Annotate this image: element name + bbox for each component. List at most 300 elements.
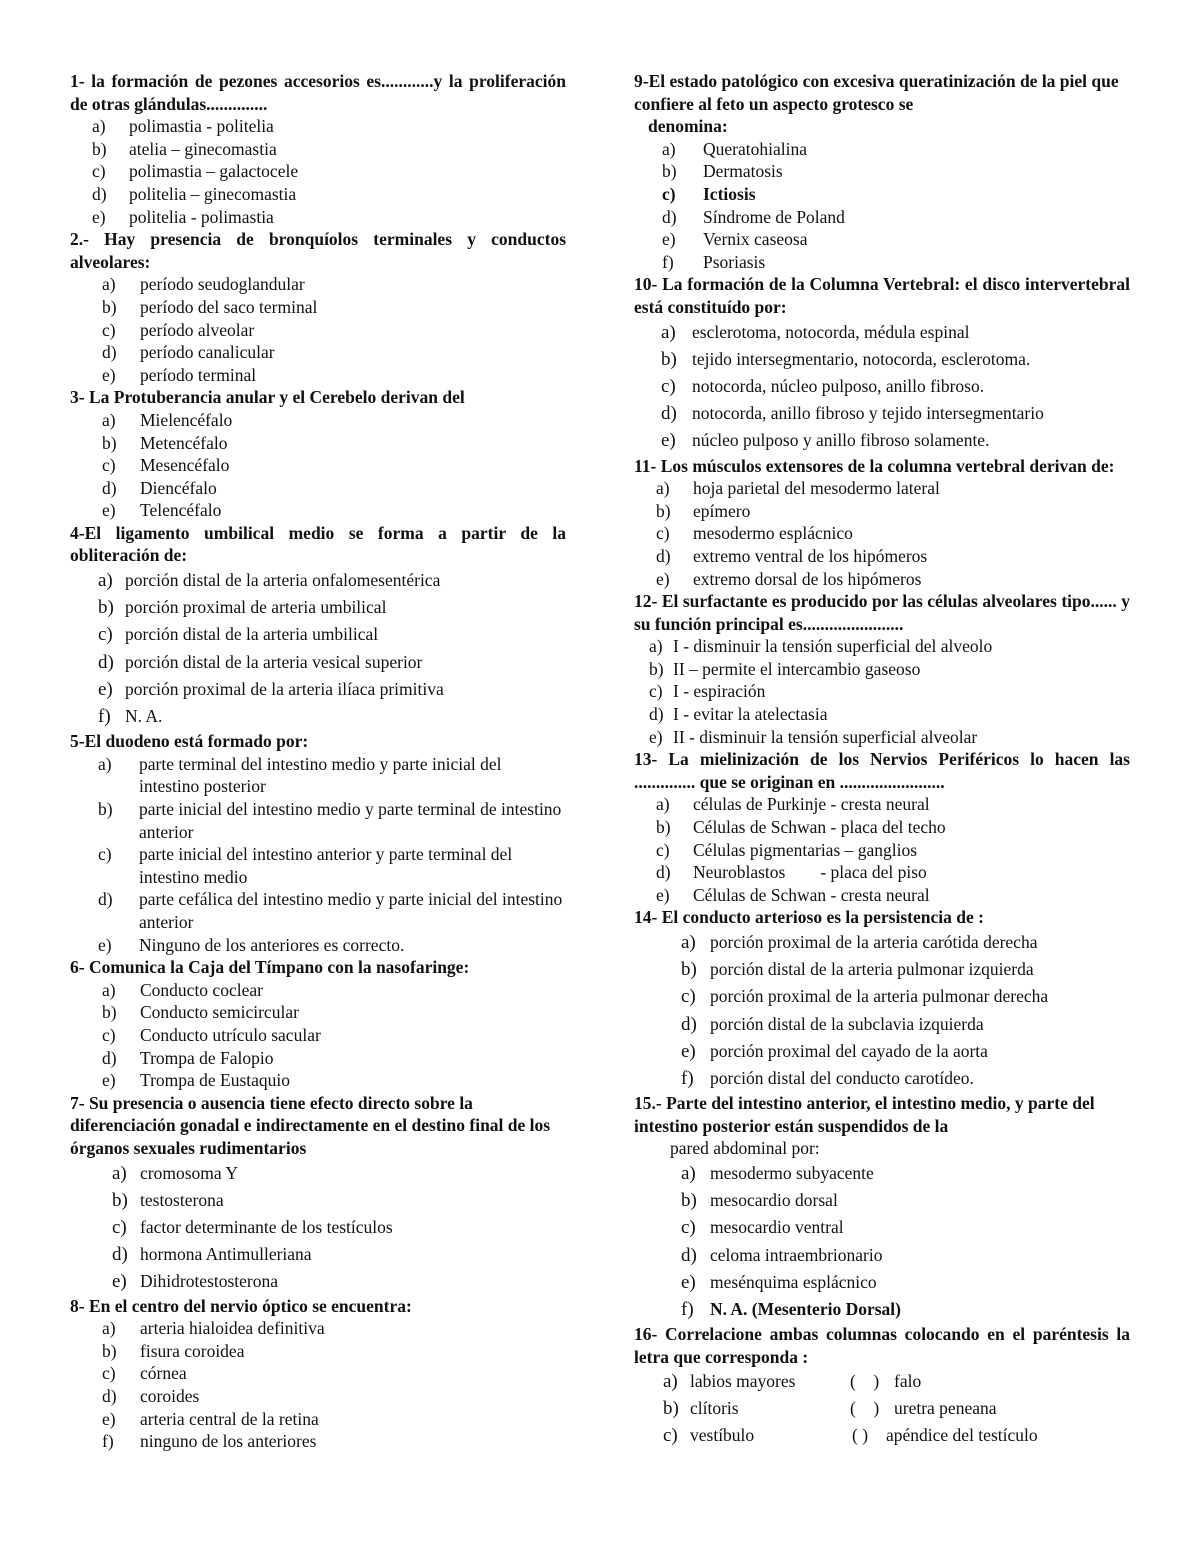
option-label: e) — [102, 1070, 116, 1091]
option-text: atelia – ginecomastia — [129, 138, 277, 159]
option — [634, 568, 1130, 591]
option-label: d) — [681, 1244, 697, 1266]
option-text: polimastia – galactocele — [129, 161, 299, 182]
option-label: b) — [102, 296, 117, 317]
option-text: células de Purkinje - cresta neural — [693, 794, 930, 815]
option-label: f) — [102, 1431, 114, 1452]
option-text: Metencéfalo — [140, 432, 228, 453]
option-text: Conducto utrículo sacular — [140, 1025, 321, 1045]
question-text: 16- Correlacione ambas columnas colocando en el paréntesis la letra que corresponda : — [634, 1324, 1130, 1367]
option-text: Células de Schwan - cresta neural — [693, 884, 930, 905]
option-label: f) — [681, 1068, 694, 1090]
option — [634, 500, 1130, 523]
question-2 — [70, 228, 566, 386]
options-list — [634, 1160, 1130, 1323]
option-text: Ninguno de los anteriores es correcto. — [139, 934, 405, 955]
question-4 — [70, 522, 566, 730]
question-text: 4-El ligamento umbilical medio se forma a partir de la obliteración de: — [70, 522, 566, 566]
option-label: e) — [662, 229, 676, 250]
option-label: e) — [661, 430, 676, 452]
option-label: c) — [98, 624, 113, 646]
option-text: córnea — [140, 1363, 187, 1384]
option — [634, 884, 1130, 907]
option-text: Neuroblastos - placa del piso — [693, 862, 927, 883]
question-text: 5-El duodeno está formado por: — [70, 731, 309, 752]
option — [70, 364, 566, 387]
option — [70, 183, 566, 206]
question-5 — [70, 730, 566, 956]
option-text: porción distal de la arteria vesical superior — [125, 651, 423, 672]
option-text: Trompa de Falopio — [140, 1047, 274, 1068]
option-label: a) — [681, 1163, 696, 1185]
question-text-continuation: denomina: — [648, 116, 728, 137]
option-label: c) — [661, 375, 676, 397]
option-text: fisura coroidea — [140, 1340, 245, 1361]
option — [634, 1011, 1130, 1038]
option — [634, 206, 1130, 229]
option — [634, 1269, 1130, 1296]
option-label: e) — [102, 364, 116, 385]
option-label: c) — [92, 161, 106, 182]
option — [634, 1187, 1130, 1214]
option — [70, 1268, 566, 1295]
option — [634, 726, 1130, 749]
option — [634, 427, 1130, 454]
option-label: b) — [661, 348, 677, 370]
option-text: Mesencéfalo — [140, 455, 230, 476]
option-label: a) — [102, 1318, 116, 1339]
question-6 — [70, 956, 566, 1092]
option — [634, 1038, 1130, 1065]
option-label: a) — [681, 932, 696, 954]
option — [70, 341, 566, 364]
question-10 — [634, 273, 1130, 454]
option — [634, 1065, 1130, 1092]
options-list — [70, 115, 566, 228]
option-text: tejido intersegmentario, notocorda, esclerotoma. — [692, 348, 1031, 369]
question-9 — [634, 70, 1130, 273]
option-text: mesocardio ventral — [710, 1217, 844, 1238]
option-text: notocorda, núcleo pulposo, anillo fibroso. — [692, 375, 985, 396]
option-label: b) — [98, 597, 114, 619]
option — [70, 1047, 566, 1070]
option — [70, 621, 566, 648]
question-3 — [70, 386, 566, 522]
option — [70, 138, 566, 161]
option-text: Ictiosis — [703, 183, 756, 204]
option — [70, 206, 566, 229]
option — [634, 956, 1130, 983]
option-label: e) — [102, 500, 116, 521]
option-text: cromosoma Y — [140, 1162, 239, 1183]
question-1 — [70, 70, 566, 228]
option-label: b) — [649, 658, 664, 679]
option-text: arteria hialoidea definitiva — [140, 1318, 325, 1339]
option-label: d) — [656, 545, 671, 566]
option — [634, 373, 1130, 400]
question-text: 13- La mielinización de los Nervios Periféricos lo hacen las .............. que se originan en ........................ — [634, 749, 1130, 792]
option — [634, 983, 1130, 1010]
option-label: b) — [102, 1002, 117, 1023]
option — [70, 1001, 566, 1024]
option-label: e) — [681, 1271, 696, 1293]
options-list — [70, 1317, 566, 1453]
option — [70, 1430, 566, 1453]
option — [70, 273, 566, 296]
options-list — [634, 319, 1130, 455]
option — [70, 1160, 566, 1187]
option-text: arteria central de la retina — [140, 1408, 319, 1429]
option — [634, 680, 1130, 703]
right-item: falo — [894, 1371, 922, 1392]
option-label: b) — [112, 1189, 128, 1211]
option — [70, 753, 566, 798]
question-text: 10- La formación de la Columna Vertebral: el disco intervertebral está constituído por: — [634, 274, 1130, 317]
option-label: d) — [102, 342, 117, 363]
option-text: mesodermo esplácnico — [693, 523, 853, 544]
left-item: vestíbulo — [690, 1425, 755, 1446]
options-list — [634, 793, 1130, 906]
option-text: porción proximal de la arteria pulmonar derecha — [710, 986, 1049, 1007]
option — [634, 793, 1130, 816]
option-label: c) — [663, 1425, 678, 1447]
option — [70, 1069, 566, 1092]
option-label: c) — [102, 319, 116, 340]
option-label: a) — [662, 138, 676, 159]
options-list — [634, 635, 1130, 748]
option-text: porción proximal del cayado de la aorta — [710, 1040, 988, 1061]
left-item: labios mayores — [690, 1371, 796, 1392]
option-text: Síndrome de Poland — [703, 206, 845, 227]
option-text: porción distal de la arteria onfalomesentérica — [125, 570, 441, 591]
option-text: porción distal de la arteria pulmonar izquierda — [710, 959, 1034, 980]
option-text: mesocardio dorsal — [710, 1190, 838, 1211]
option-label: a) — [102, 979, 116, 1000]
option-label: c) — [102, 1025, 116, 1045]
option — [70, 594, 566, 621]
option-label: c) — [112, 1216, 127, 1238]
correlation-row — [634, 1395, 1130, 1422]
option — [634, 251, 1130, 274]
option — [70, 477, 566, 500]
option-text: Diencéfalo — [140, 477, 217, 498]
option — [634, 1160, 1130, 1187]
option-text: II - disminuir la tensión superficial alveolar — [673, 726, 978, 747]
option-text: mesodermo subyacente — [710, 1163, 874, 1184]
option-text: Mielencéfalo — [140, 409, 233, 430]
options-list — [70, 979, 566, 1092]
option — [634, 160, 1130, 183]
option-label: a) — [92, 116, 106, 137]
question-7 — [70, 1092, 566, 1295]
option-text: celoma intraembrionario — [710, 1244, 883, 1265]
option — [70, 1214, 566, 1241]
option-label: e) — [102, 1408, 116, 1429]
option — [70, 1362, 566, 1385]
option-label: b) — [663, 1398, 679, 1420]
option-text: porción distal de la arteria umbilical — [125, 624, 379, 645]
option — [634, 138, 1130, 161]
option — [70, 567, 566, 594]
question-text-continuation: pared abdominal por: — [670, 1138, 820, 1159]
option — [70, 296, 566, 319]
option-label: e) — [92, 206, 106, 227]
option — [634, 1214, 1130, 1241]
option-text: N. A. — [125, 706, 163, 727]
option-label: e) — [112, 1270, 127, 1292]
option — [70, 888, 566, 933]
option-text: parte terminal del intestino medio y parte inicial del intestino posterior — [139, 753, 502, 797]
option-text: extremo ventral de los hipómeros — [693, 545, 928, 566]
option-label: c) — [662, 183, 676, 204]
left-item: clítoris — [690, 1398, 739, 1419]
option — [70, 1024, 566, 1047]
option-text: porción distal de la subclavia izquierda — [710, 1013, 984, 1034]
option-label: e) — [98, 934, 112, 955]
option — [70, 934, 566, 957]
option — [634, 228, 1130, 251]
option-text: Células de Schwan - placa del techo — [693, 817, 946, 838]
option — [70, 979, 566, 1002]
option — [634, 658, 1130, 681]
option-text: porción proximal de la arteria ilíaca primitiva — [125, 678, 444, 699]
options-list — [70, 753, 566, 956]
option-label: d) — [112, 1243, 128, 1265]
option-label: a) — [661, 321, 676, 343]
option-label: a) — [656, 478, 670, 499]
question-text: 3- La Protuberancia anular y el Cerebelo derivan del — [70, 387, 465, 408]
option — [70, 798, 566, 843]
option-text: período terminal — [140, 364, 257, 385]
question-text: 6- Comunica la Caja del Tímpano con la nasofaringe: — [70, 957, 470, 978]
option-text: extremo dorsal de los hipómeros — [693, 568, 922, 589]
option — [70, 454, 566, 477]
question-text: 1- la formación de pezones accesorios es............y la proliferación de otras glándulas.............. — [70, 71, 566, 114]
option-label: c) — [656, 839, 670, 860]
option-label: b) — [681, 959, 697, 981]
option — [70, 1385, 566, 1408]
option-label: c) — [681, 1217, 696, 1239]
option-text: porción distal del conducto carotídeo. — [710, 1068, 974, 1089]
option-label: a) — [98, 570, 113, 592]
question-16 — [634, 1323, 1130, 1449]
option-text: período del saco terminal — [140, 296, 318, 317]
option-label: d) — [102, 1385, 117, 1406]
option-label: c) — [102, 1363, 116, 1384]
option — [70, 160, 566, 183]
option-text: I - disminuir la tensión superficial del alveolo — [673, 636, 993, 657]
option — [70, 1187, 566, 1214]
option — [634, 703, 1130, 726]
option-text: porción proximal de arteria umbilical — [125, 597, 387, 618]
option-label: e) — [656, 568, 670, 589]
option — [70, 649, 566, 676]
right-item: apéndice del testículo — [886, 1425, 1038, 1446]
option — [634, 816, 1130, 839]
option-label: d) — [649, 704, 664, 725]
option-label: e) — [656, 884, 670, 905]
option-text: Dihidrotestosterona — [140, 1270, 279, 1291]
option-text: hoja parietal del mesodermo lateral — [693, 478, 940, 499]
option-label: e) — [681, 1040, 696, 1062]
option-label: b) — [681, 1190, 697, 1212]
option-label: b) — [102, 1340, 117, 1361]
option-label: f) — [662, 251, 674, 272]
option-text: Queratohialina — [703, 138, 807, 159]
option-text: porción proximal de la arteria carótida derecha — [710, 932, 1038, 953]
option-text: Telencéfalo — [140, 500, 222, 521]
option-text: Dermatosis — [703, 161, 783, 182]
option-text: factor determinante de los testículos — [140, 1216, 393, 1237]
option-text: N. A. (Mesenterio Dorsal) — [710, 1299, 901, 1320]
option-text: II – permite el intercambio gaseoso — [673, 658, 921, 679]
option-text: epímero — [693, 500, 751, 521]
option-text: notocorda, anillo fibroso y tejido intersegmentario — [692, 403, 1044, 424]
options-list — [70, 409, 566, 522]
option-label: d) — [662, 206, 677, 227]
option-label: c) — [656, 523, 670, 544]
option-label: b) — [102, 432, 117, 453]
option — [634, 929, 1130, 956]
options-list — [70, 1160, 566, 1295]
option-text: esclerotoma, notocorda, médula espinal — [692, 321, 970, 342]
option-label: f) — [681, 1299, 694, 1321]
question-15 — [634, 1092, 1130, 1323]
answer-blank[interactable]: ( ) — [852, 1425, 869, 1446]
option-text: Conducto semicircular — [140, 1002, 299, 1023]
option-label: a) — [112, 1162, 127, 1184]
option-label: a) — [663, 1371, 678, 1393]
option-text: parte cefálica del intestino medio y parte inicial del intestino anterior — [139, 889, 563, 933]
option — [634, 522, 1130, 545]
option-label: d) — [656, 862, 671, 883]
option — [70, 1241, 566, 1268]
option — [70, 499, 566, 522]
option — [70, 409, 566, 432]
option-label: d) — [98, 889, 113, 910]
option-text: período alveolar — [140, 319, 255, 340]
question-text: 15.- Parte del intestino anterior, el intestino medio, y parte del intestino posterior están suspendidos de la — [634, 1093, 1095, 1136]
option-label: d) — [661, 403, 677, 425]
option-text: Vernix caseosa — [703, 229, 808, 250]
option-text: Células pigmentarias – ganglios — [693, 839, 918, 860]
option-label: c) — [681, 986, 696, 1008]
question-text: 11- Los músculos extensores de la columna vertebral derivan de: — [634, 455, 1115, 476]
option-highlighted — [634, 1296, 1130, 1323]
option-text: Trompa de Eustaquio — [140, 1070, 291, 1091]
option-label: a) — [98, 753, 112, 774]
option-label: b) — [656, 817, 671, 838]
options-list — [634, 138, 1130, 274]
option-text: hormona Antimulleriana — [140, 1243, 312, 1264]
option-label: e) — [98, 678, 113, 700]
option — [70, 1408, 566, 1431]
answer-blank[interactable]: ( ) — [850, 1398, 880, 1419]
option — [634, 1242, 1130, 1269]
option-text: parte inicial del intestino anterior y parte terminal del intestino medio — [139, 844, 513, 887]
option — [634, 861, 1130, 884]
option — [634, 545, 1130, 568]
question-text: 9-El estado patológico con excesiva queratinización de la piel que confiere al feto un aspecto grotesco se — [634, 71, 1119, 114]
right-item: uretra peneana — [894, 1398, 997, 1419]
option-text: I - evitar la atelectasia — [673, 704, 828, 725]
option-label: b) — [98, 799, 113, 820]
option-label: b) — [656, 500, 671, 521]
left-column — [70, 70, 566, 1453]
option-highlighted — [634, 183, 1130, 206]
option-label: a) — [102, 409, 116, 430]
option-label: c) — [98, 844, 112, 865]
question-13 — [634, 748, 1130, 906]
option-text: politelia – ginecomastia — [129, 183, 297, 204]
option-text: Psoriasis — [703, 251, 766, 272]
correlation-row — [634, 1368, 1130, 1395]
option-text: núcleo pulposo y anillo fibroso solamente. — [692, 430, 990, 451]
option-text: mesénquima esplácnico — [710, 1271, 877, 1292]
option-text: Conducto coclear — [140, 979, 263, 1000]
options-list — [70, 273, 566, 386]
question-8 — [70, 1295, 566, 1453]
question-text: 12- El surfactante es producido por las células alveolares tipo...... y su función principal es....................... — [634, 591, 1130, 634]
option-label: d) — [102, 1047, 117, 1068]
option-label: a) — [656, 794, 670, 815]
answer-blank[interactable]: ( ) — [850, 1371, 880, 1392]
option-label: b) — [92, 138, 107, 159]
option-text: ninguno de los anteriores — [140, 1431, 317, 1452]
option — [70, 676, 566, 703]
option-label: c) — [649, 681, 663, 702]
option-text: período canalicular — [140, 342, 275, 363]
option-text: coroides — [140, 1385, 200, 1406]
option-text: politelia - polimastia — [129, 206, 274, 227]
correlation-row — [634, 1422, 1130, 1449]
option-text: testosterona — [140, 1189, 224, 1210]
options-list — [634, 929, 1130, 1092]
options-list — [634, 477, 1130, 590]
option-label: d) — [92, 183, 107, 204]
option-label: a) — [649, 636, 663, 657]
option — [634, 477, 1130, 500]
option — [70, 1340, 566, 1363]
option-text: polimastia - politelia — [129, 116, 274, 137]
option-text: parte inicial del intestino medio y parte terminal de intestino anterior — [139, 799, 562, 842]
question-text: 8- En el centro del nervio óptico se encuentra: — [70, 1295, 412, 1316]
option — [634, 319, 1130, 346]
option — [70, 843, 566, 888]
question-text: 14- El conducto arterioso es la persistencia de : — [634, 907, 984, 928]
option-label: d) — [98, 651, 114, 673]
question-14 — [634, 906, 1130, 1092]
option-label: d) — [681, 1013, 697, 1035]
option — [70, 432, 566, 455]
correlation-table — [634, 1368, 1130, 1449]
option-label: c) — [102, 455, 116, 476]
option — [70, 1317, 566, 1340]
option-text: I - espiración — [673, 681, 766, 702]
question-11 — [634, 455, 1130, 591]
option — [634, 400, 1130, 427]
question-text: 2.- Hay presencia de bronquíolos terminales y conductos alveolares: — [70, 229, 566, 272]
option — [70, 319, 566, 342]
option — [634, 346, 1130, 373]
option-label: e) — [649, 726, 663, 747]
option-label: b) — [662, 161, 677, 182]
question-text: 7- Su presencia o ausencia tiene efecto directo sobre la diferenciación gonadal e indirectamente en el destino final de los órganos sexuales rudimentarios — [70, 1092, 551, 1158]
right-column — [634, 70, 1130, 1449]
option — [70, 703, 566, 730]
option-text: período seudoglandular — [140, 274, 305, 295]
option — [70, 115, 566, 138]
